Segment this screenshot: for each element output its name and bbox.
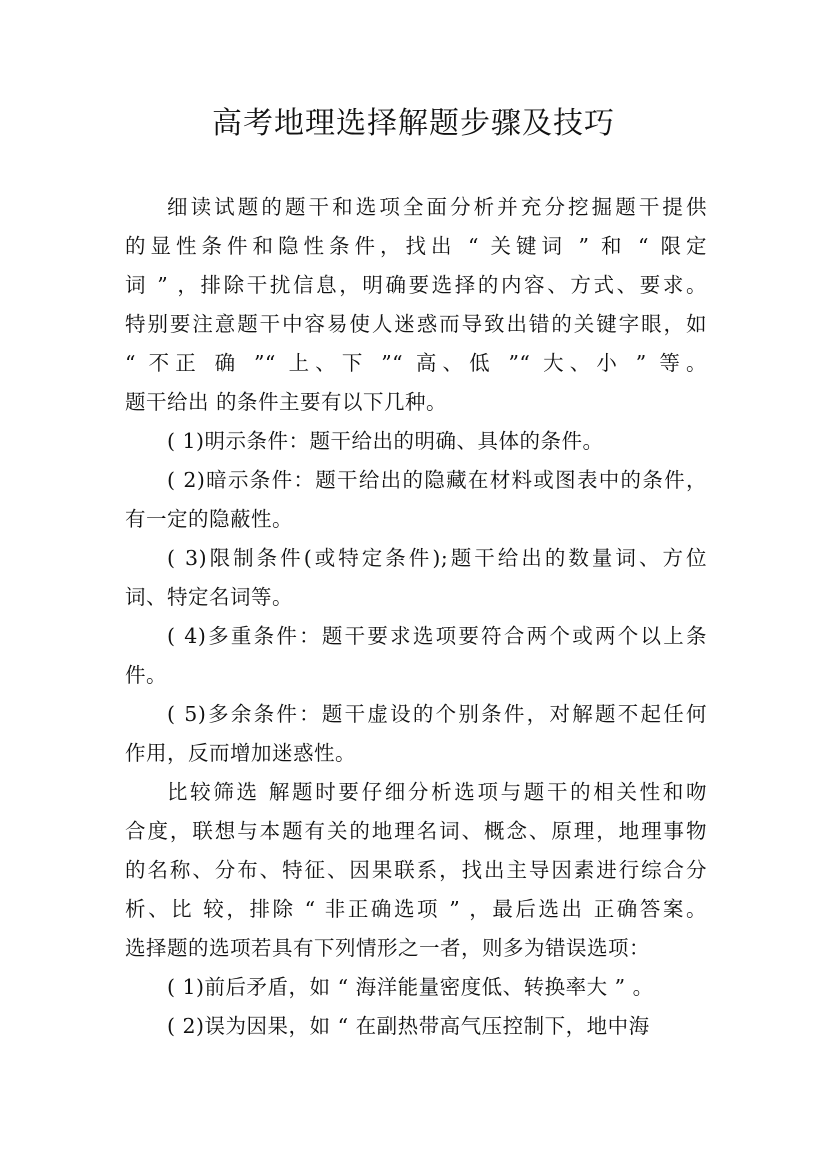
paragraph-line: ( 5)多余条件：题干虚设的个别条件，对解题不起任何 (167, 702, 707, 726)
paragraph-line: ( 2)误为因果，如 “ 在副热带高气压控制下，地中海 (167, 1014, 650, 1038)
paragraph-line: 特别要注意题干中容易使人迷惑而导致出错的关键字眼，如 (125, 312, 707, 336)
paragraph-line: 词 ” ，排除干扰信息，明确要选择的内容、方式、要求。 (125, 273, 707, 297)
paragraph-line: 析、比 较，排除 “ 非正确选项 ” ，最后选出 正确答案。 (125, 897, 707, 921)
paragraph-line: 件。 (125, 663, 167, 687)
paragraph-line: ( 3)限制条件(或特定条件);题干给出的数量词、方位 (167, 546, 707, 570)
paragraph-line: ( 4)多重条件：题干要求选项要符合两个或两个以上条 (167, 624, 707, 648)
paragraph-line: 作用，反而增加迷惑性。 (125, 741, 356, 765)
paragraph-line: 的名称、分布、特征、因果联系，找出主导因素进行综合分 (125, 858, 707, 882)
paragraph-line: ( 1)明示条件：题干给出的明确、具体的条件。 (167, 429, 604, 453)
paragraph-line: 比较筛选 解题时要仔细分析选项与题干的相关性和吻 (167, 780, 707, 804)
paragraph-line: “ 不正 确 ”“ 上、下 ”“ 高、低 ”“ 大、小 ” 等。 (125, 351, 707, 375)
document-body (125, 188, 707, 1046)
paragraph-line: 题干给出 的条件主要有以下几种。 (125, 390, 448, 414)
paragraph-line: 的显性条件和隐性条件，找出 “ 关键词 ” 和 “ 限定 (125, 234, 707, 258)
paragraph-line: ( 1)前后矛盾，如 “ 海洋能量密度低、转换率大 ” 。 (167, 975, 654, 999)
paragraph-line: 合度，联想与本题有关的地理名词、概念、原理，地理事物 (125, 819, 707, 843)
document-title: 高考地理选择解题步骤及技巧 (212, 106, 615, 141)
paragraph-line: 词、特定名词等。 (125, 585, 293, 609)
paragraph-line: 选择题的选项若具有下列情形之一者，则多为错误选项： (125, 936, 650, 960)
paragraph-line: 有一定的隐蔽性。 (125, 507, 293, 531)
paragraph-line: 细读试题的题干和选项全面分析并充分挖掘题干提供 (167, 195, 707, 219)
paragraph-line: ( 2)暗示条件：题干给出的隐藏在材料或图表中的条件， (167, 468, 707, 492)
